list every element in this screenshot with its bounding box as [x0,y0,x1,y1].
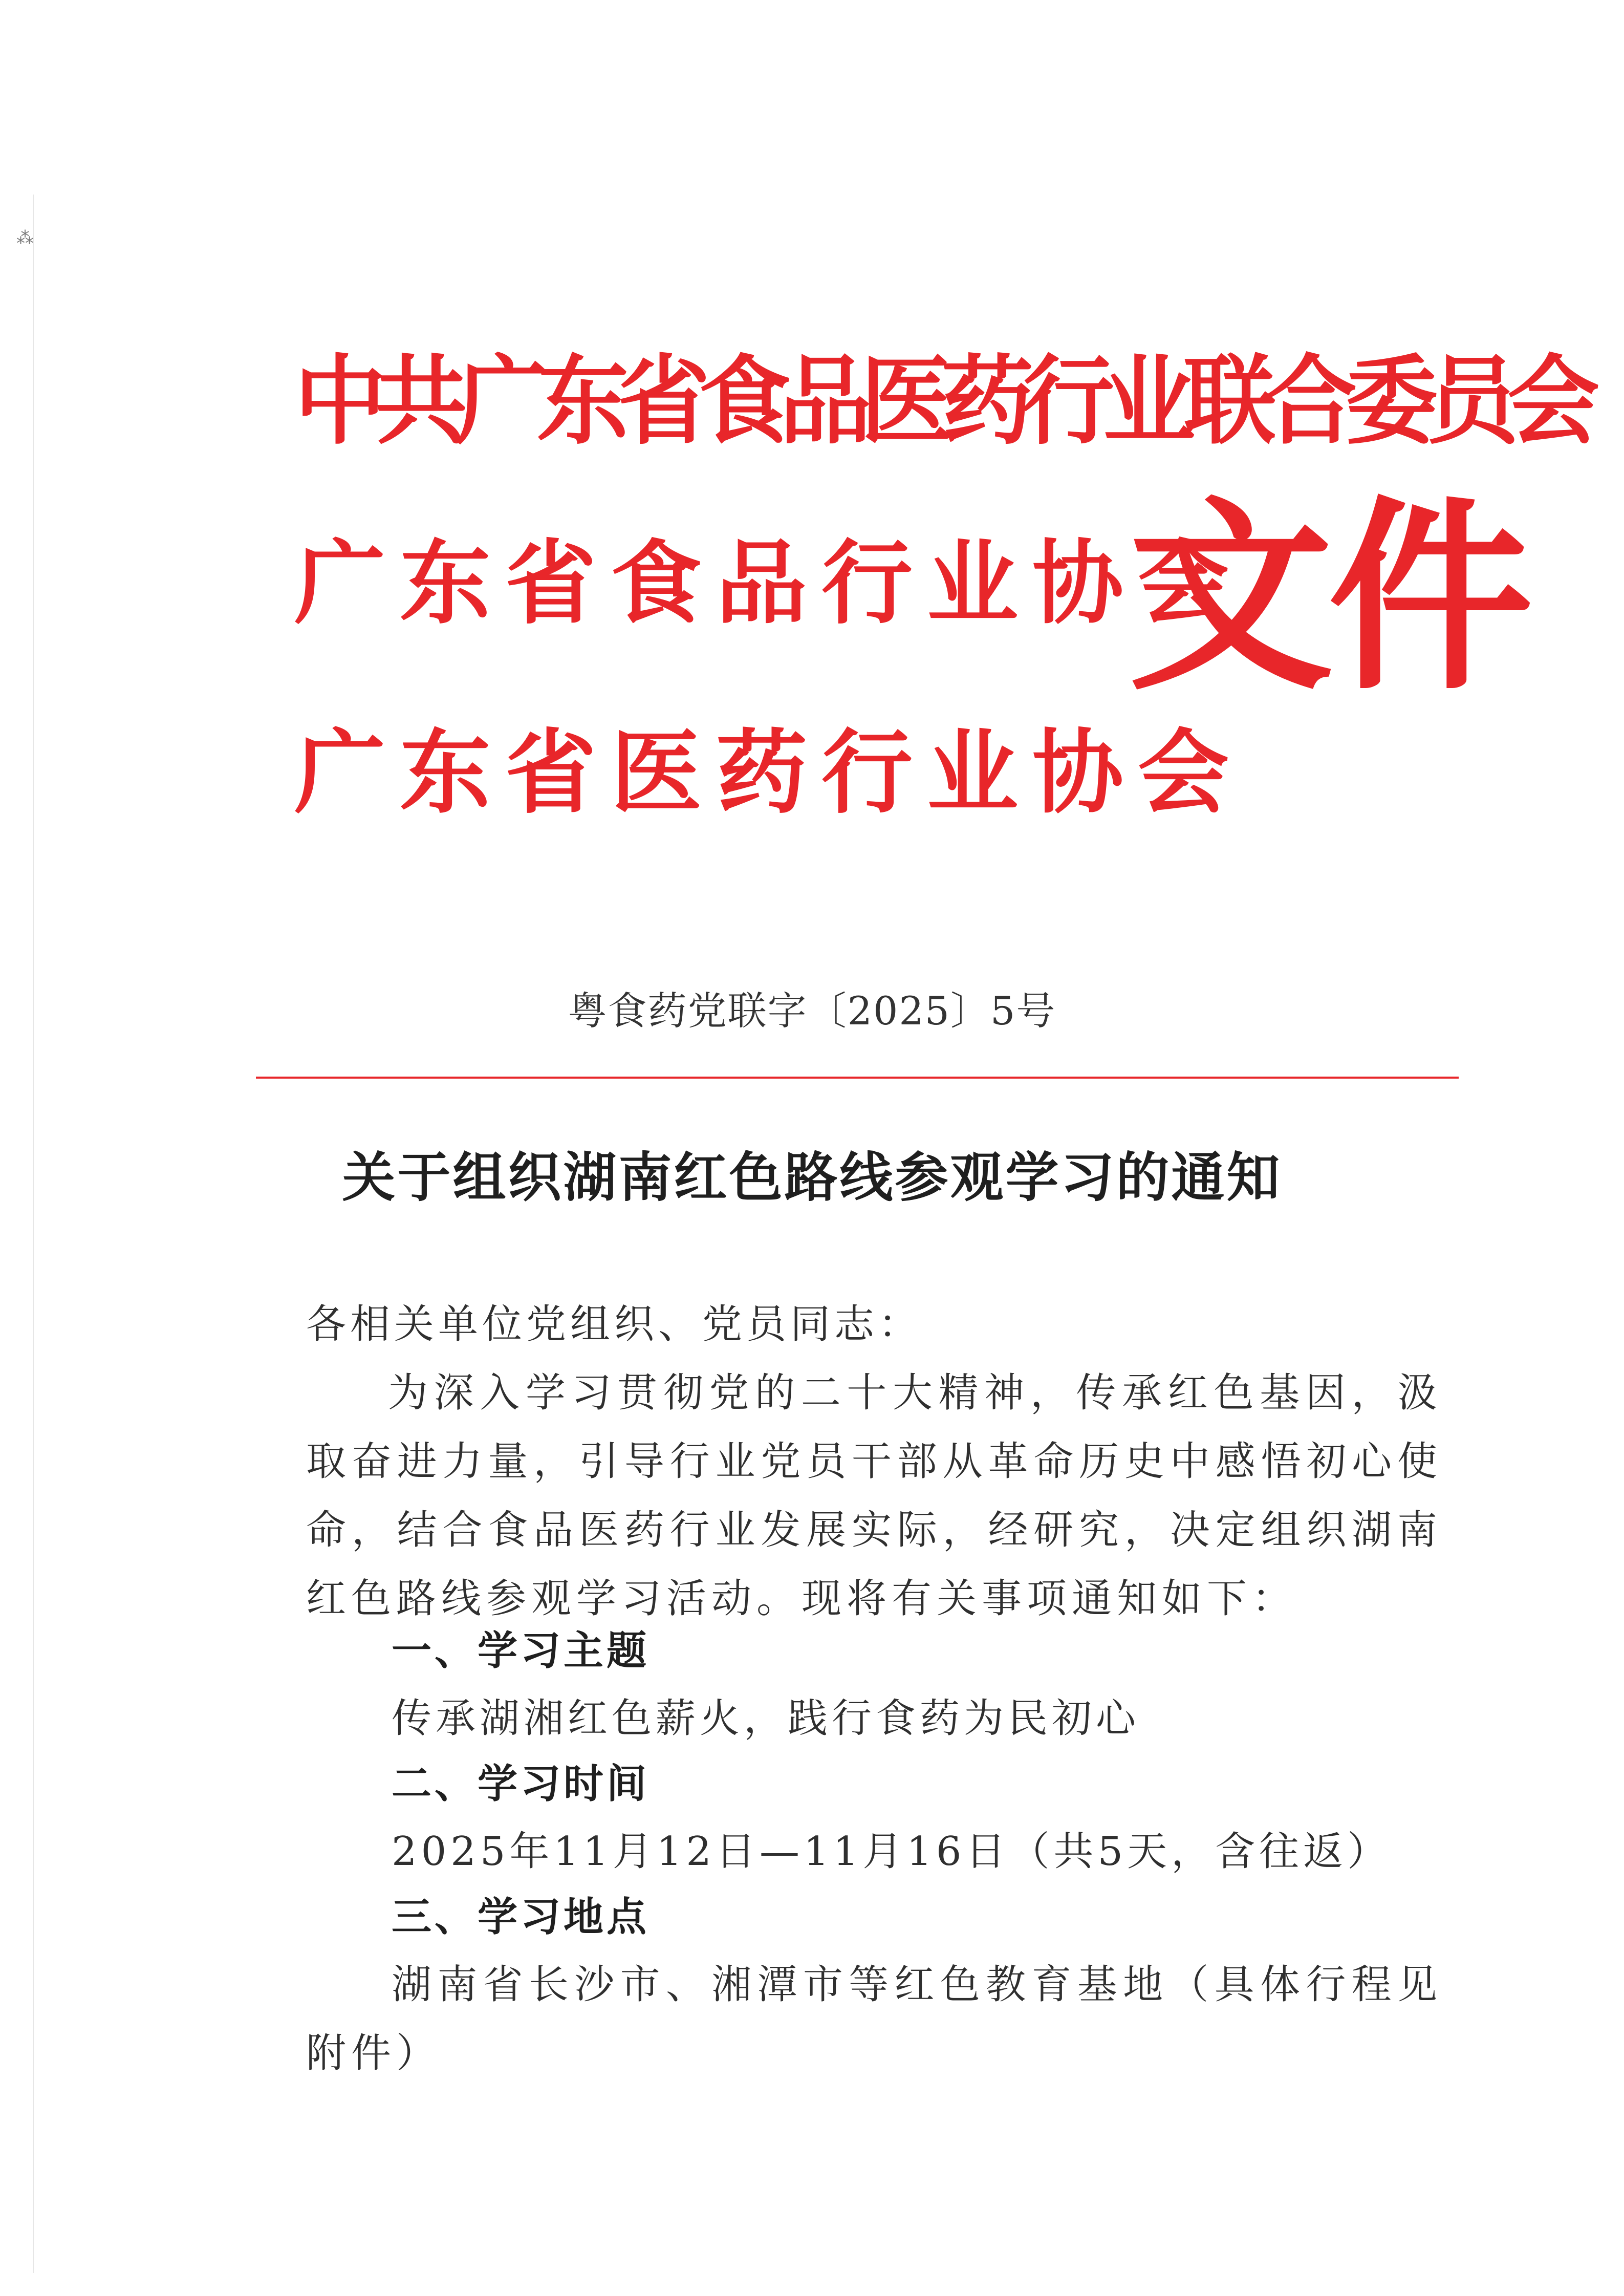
red-divider [256,1077,1459,1079]
section-time [392,1751,1441,1886]
scan-page-edge [33,195,34,2273]
scan-speck-icon: ⁂ [16,228,34,248]
section-heading: 一、学习主题 [392,1628,650,1674]
issuer-line-3: 广东省医药行业协会 [294,720,1243,826]
salutation: 各相关单位党组织、党员同志： [306,1301,923,1347]
section-content: 湖南省长沙市、湘潭市等红色教育基地（具体行程见附件） [306,1962,1442,2076]
intro-paragraph: 为深入学习贯彻党的二十大精神，传承红色基因，汲取奋进力量，引导行业党员干部从革命历史中感悟初心使命，结合食品医药行业发展实际，经研究，决定组织湖南红色路线参观学习活动。现将有关事项通知如下： [306,1370,1442,1622]
document-type: 文件 [1129,480,1528,718]
section-content: 2025年11月12日—11月16日（共5天，含往返） [392,1829,1392,1875]
section-heading: 三、学习地点 [392,1894,650,1940]
issuer-line-1: 中共广东省食品医药行业联合委员会 [294,345,1589,458]
document-number: 粤食药党联字〔2025〕5号 [568,988,1056,1034]
section-location [306,1884,1442,2088]
section-theme [392,1618,1441,1753]
issuer-line-2: 广东省食品行业协会 [294,530,1243,636]
section-content: 传承湖湘红色薪火，践行食药为民初心 [392,1696,1140,1742]
section-heading: 二、学习时间 [392,1761,650,1807]
page-title: 关于组织湖南红色路线参观学习的通知 [342,1146,1282,1209]
